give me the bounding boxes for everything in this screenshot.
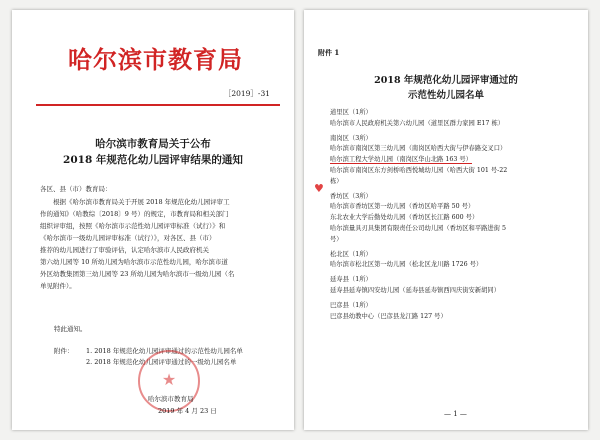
body-line: 组织评审组，按照《哈尔滨市示范性幼儿园评审标准（试行）》和 <box>40 222 226 230</box>
body-line: 根据《哈尔滨市教育局关于开展 2018 年规范化幼儿园评审工 <box>53 198 230 206</box>
notice-body <box>40 196 266 292</box>
district-name: 松北区（1所） <box>330 250 372 258</box>
kindergarten-entry: 巴彦县幼教中心（巴彦县龙江路 127 号） <box>330 312 447 320</box>
closing-remark: 特此通知。 <box>54 325 87 333</box>
attachments-label: 附件： <box>54 347 74 355</box>
signature-organization: 哈尔滨市教育局 <box>148 395 194 403</box>
district-block <box>330 108 576 130</box>
kindergarten-entry: 哈尔滨市人民政府机关第六幼儿园（道里区群力家园 E17 栋） <box>330 119 505 127</box>
red-divider-line <box>36 104 280 106</box>
district-name: 道里区（1所） <box>330 109 372 116</box>
body-line: 单见附件）。 <box>40 282 76 290</box>
district-block <box>330 134 576 188</box>
notice-title-line1: 哈尔滨市教育局关于公布 <box>95 138 211 150</box>
body-line: 作的通知》（哈教综〔2018〕9 号）的规定，市教育局和相关部门 <box>40 210 229 218</box>
kindergarten-entry: 哈尔滨市南岗区东方剑桥哈西悦城幼儿园（哈西大街 101 号-22 <box>330 166 508 174</box>
kindergarten-entry-continued: 栋） <box>330 177 343 185</box>
body-line: 外区幼教集团第三幼儿园等 23 所幼儿园为哈尔滨市一级幼儿园（名 <box>40 270 235 278</box>
attachment-item: 2. 2018 年规范化幼儿园评审通过的一级幼儿园名单 <box>86 358 237 366</box>
district-name: 南岗区（3所） <box>330 134 372 142</box>
list-title-line1: 2018 年规范化幼儿园评审通过的 <box>374 75 518 86</box>
body-line: 推荐的幼儿园进行了审验评估，认定哈尔滨市人民政府机关 <box>40 246 209 254</box>
kindergarten-entry: 东北农业大学后勤处幼儿园（香坊区长江路 600 号） <box>330 214 479 222</box>
kindergarten-list <box>330 108 576 326</box>
heart-icon: ♥ <box>314 182 324 195</box>
list-title-line2: 示范性幼儿园名单 <box>407 90 484 101</box>
attachment-item: 1. 2018 年规范化幼儿园评审通过的示范性幼儿园名单 <box>86 347 243 355</box>
kindergarten-entry-continued: 号） <box>330 235 343 243</box>
kindergarten-entry-highlighted: 哈尔滨工程大学幼儿园（南岗区华山北路 163 号） <box>330 156 472 164</box>
attachment-page <box>304 10 588 430</box>
district-name: 香坊区（3所） <box>330 192 372 200</box>
district-block <box>330 192 576 246</box>
attachment-number-label: 附件 1 <box>318 48 340 57</box>
district-name: 巴彦县（1所） <box>330 301 372 309</box>
district-block <box>330 250 576 272</box>
kindergarten-entry: 哈尔滨市南岗区第三幼儿园（南岗区哈西大街与伊春路交叉口） <box>330 145 507 153</box>
issuing-authority-header: 哈尔滨市教育局 <box>68 45 243 74</box>
seal-star-icon: ★ <box>161 370 177 389</box>
kindergarten-entry: 哈尔滨市香坊区第一幼儿园（香坊区哈平路 50 号） <box>330 203 475 211</box>
body-line: 《哈尔滨市一级幼儿园评审标准（试行）》，对各区、县（市） <box>40 234 216 242</box>
page-number: — 1 — <box>444 410 467 418</box>
kindergarten-entry: 哈尔滨量具刃具集团有限责任公司幼儿园（香坊区和平路进街 5 <box>330 224 507 232</box>
kindergarten-entry: 哈尔滨市松北区第一幼儿园（松北区龙川路 1726 号） <box>330 261 483 269</box>
signature-date: 2019 年 4 月 23 日 <box>158 407 217 415</box>
notice-page <box>12 10 294 430</box>
kindergarten-entry: 延寿县延寿镇四安幼儿园（延寿县延寿镇西四庆街安新胡同） <box>330 286 501 294</box>
document-number: ［2019］-31 <box>223 89 270 98</box>
district-block <box>330 301 576 323</box>
notice-title-line2: 2018 年规范化幼儿园评审结果的通知 <box>63 154 243 166</box>
district-block <box>330 275 576 297</box>
body-line: 第六幼儿园等 10 所幼儿园为哈尔滨市示范性幼儿园，哈尔滨市道 <box>40 258 228 266</box>
district-name: 延寿县（1所） <box>330 276 372 284</box>
addressee: 各区、县（市）教育局： <box>40 185 112 193</box>
